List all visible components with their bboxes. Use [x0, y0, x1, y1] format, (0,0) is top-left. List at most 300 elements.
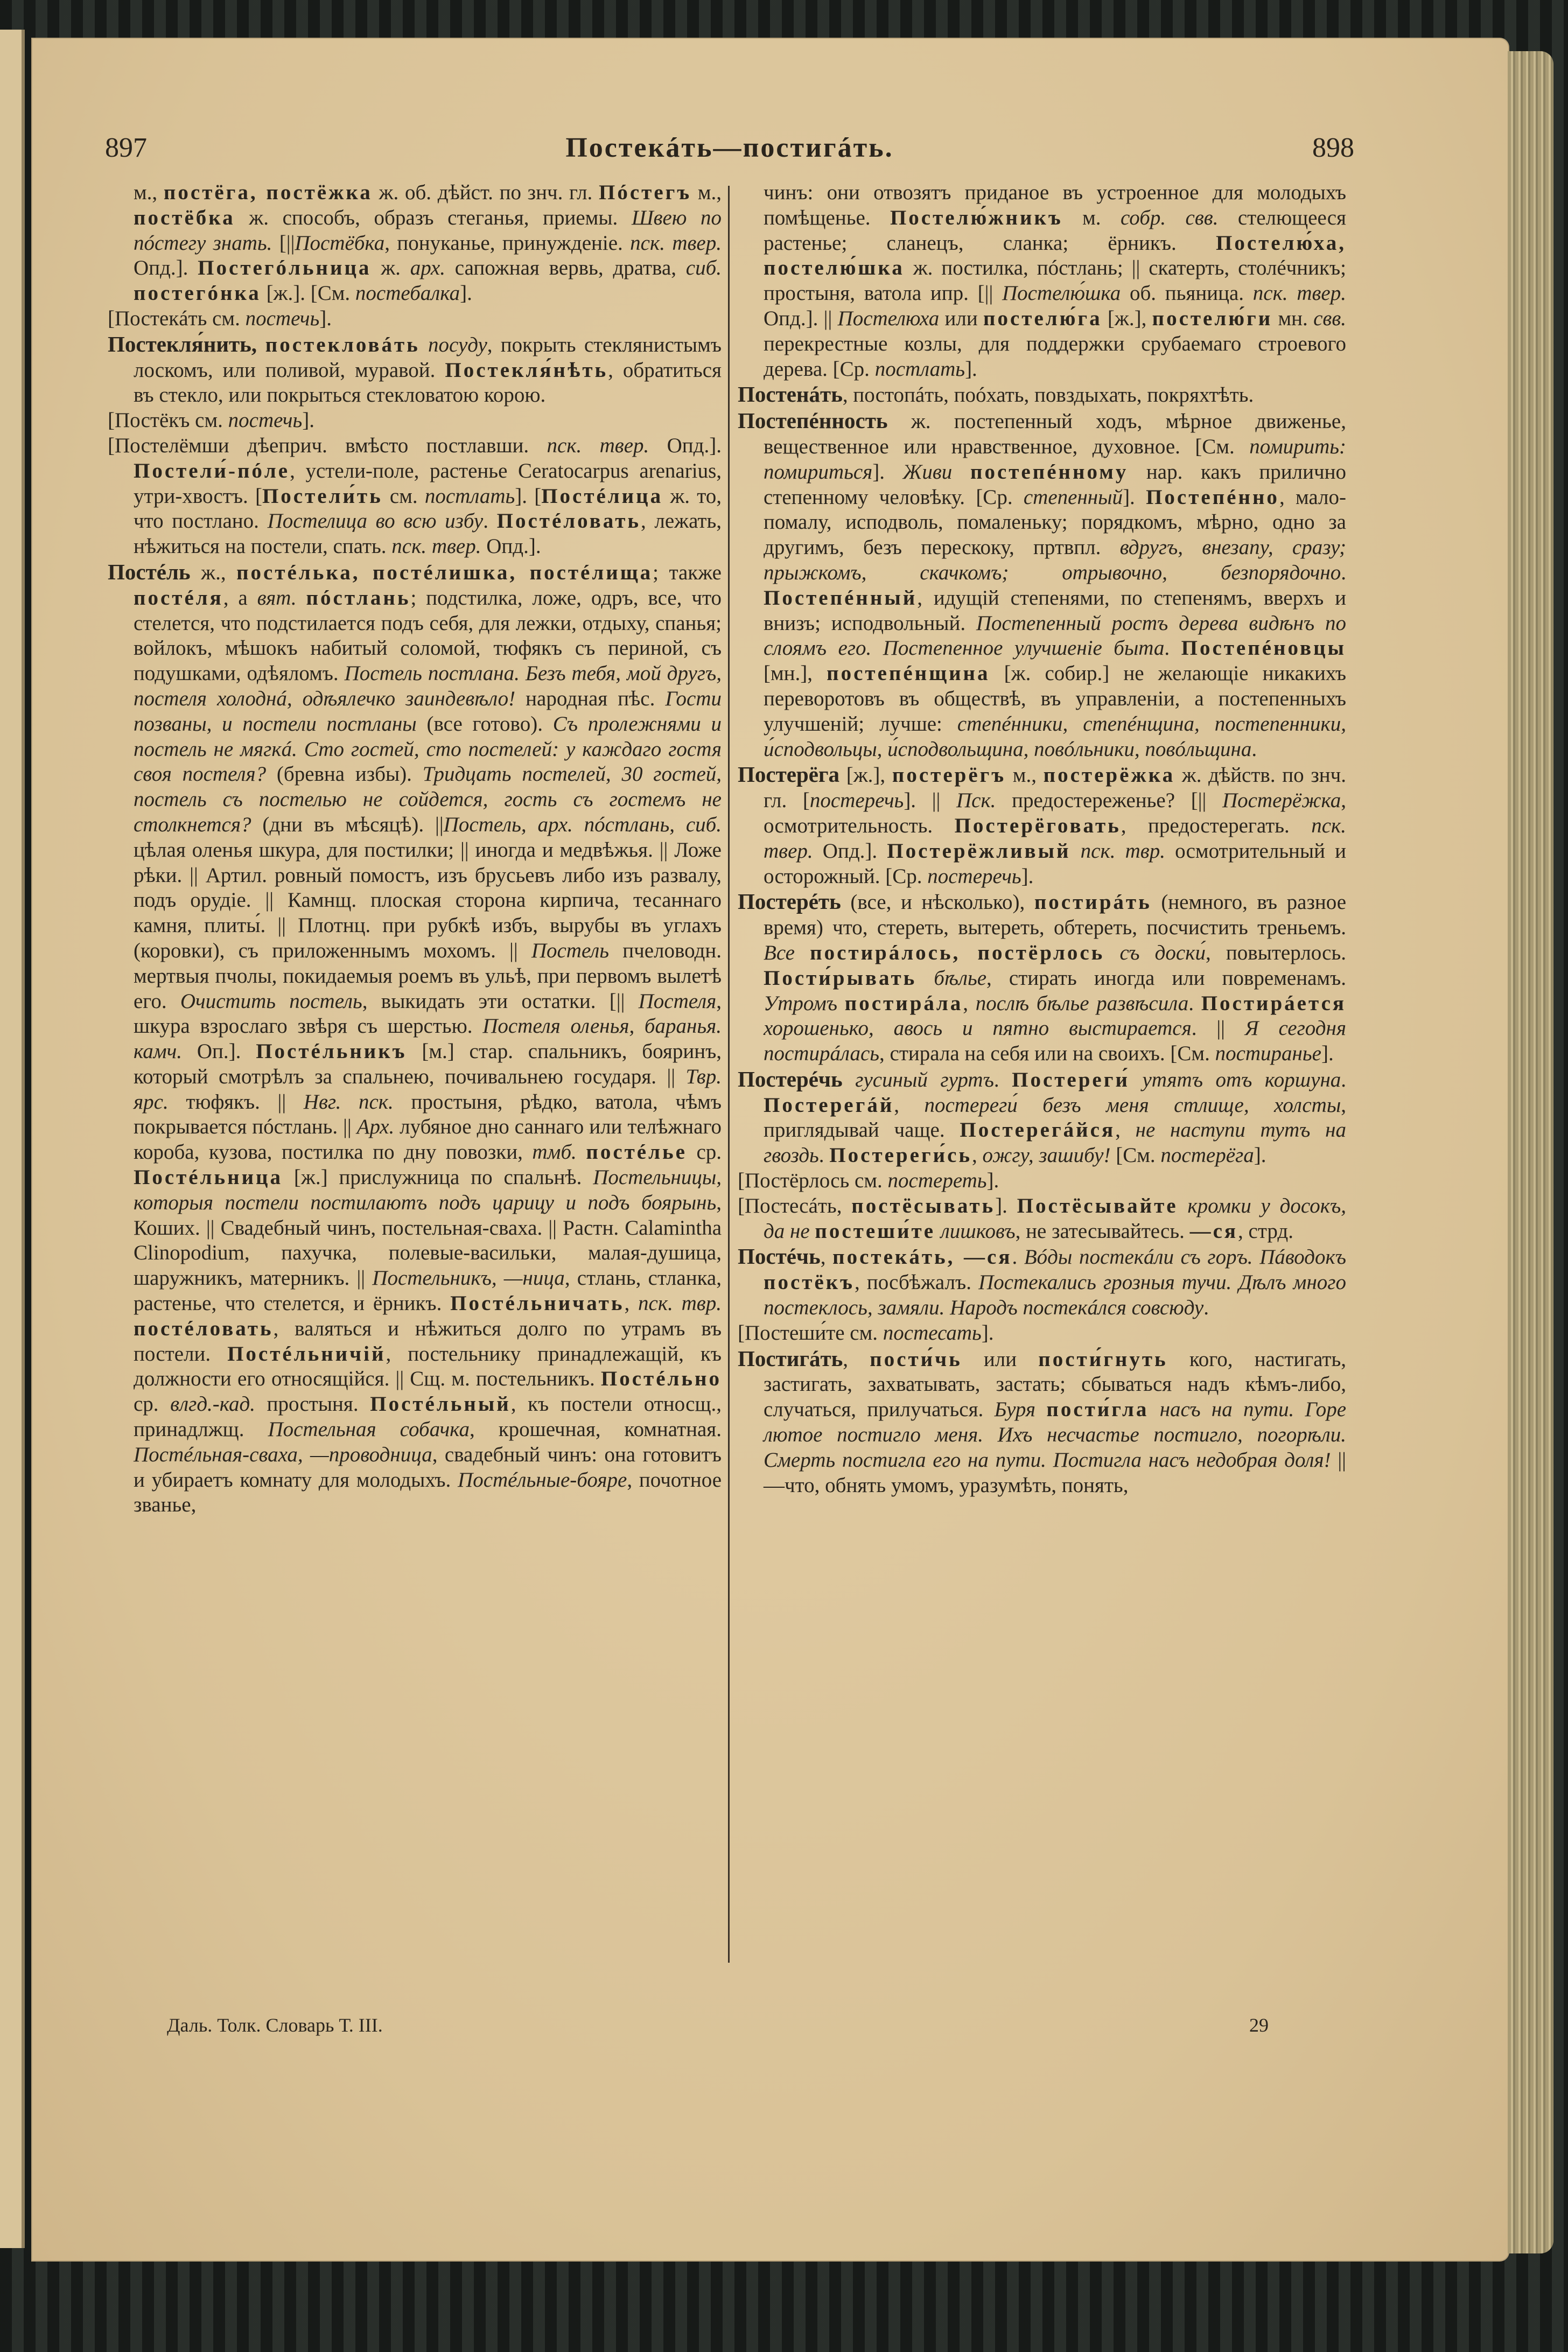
derived-word: Постегóльница	[198, 256, 372, 280]
derived-word: постирáла	[844, 991, 963, 1015]
entry-text	[1035, 1398, 1046, 1421]
dictionary-entry	[108, 433, 722, 559]
entry-text: мн.	[1272, 306, 1314, 330]
page-number-left: 897	[105, 132, 147, 163]
dictionary-entry	[738, 382, 1346, 408]
entry-text: , не затесывайтесь.	[1015, 1219, 1190, 1243]
headword: Постигáть	[738, 1346, 843, 1371]
derived-word: постеши́те	[815, 1219, 936, 1243]
entry-text: , приглядывай чаще.	[764, 1093, 1346, 1142]
italic-text: Постелю́шка	[1002, 282, 1121, 305]
entry-text: ,	[1115, 1118, 1136, 1142]
entry-text: , предостерегать.	[1121, 814, 1312, 837]
derived-word: Постекля́нѣть	[445, 358, 608, 382]
italic-text: сиб.	[685, 256, 722, 280]
entry-text: , шкура взрослаго звѣря съ шерстью.	[134, 989, 722, 1038]
derived-word: постёкъ	[764, 1271, 855, 1294]
italic-text: хорошенько, авось и пятно выстирается	[764, 1017, 1192, 1040]
entry-text: ].	[981, 1321, 994, 1345]
derived-word: Постéлица	[541, 484, 663, 508]
derived-word: Постéльный	[370, 1392, 511, 1416]
italic-text: Постельная собачка	[268, 1418, 470, 1441]
entry-text	[1178, 1194, 1188, 1217]
previous-page-edge	[0, 30, 25, 2248]
entry-text: ,	[624, 1292, 639, 1315]
entry-text: .	[993, 1068, 1012, 1091]
derived-word: Постéловать	[496, 509, 641, 533]
italic-text: свв.	[1313, 306, 1346, 330]
headword: Постенáть	[738, 382, 843, 407]
dictionary-entry	[738, 408, 1346, 762]
entry-text: ж. постилка, пóстлань; || скатерть, столéчникъ; простыня, ватола ипр. [||	[764, 256, 1346, 305]
entry-text: простыня.	[255, 1392, 370, 1416]
italic-text: степéнники, степéнщина, постепенники, и́сподвольцы, и́сподвольщина, повóльники, повóльщина	[764, 712, 1347, 761]
derived-word: Постепéнный	[764, 586, 918, 610]
entry-text: ж. постепенный ходъ, мѣрное движенье, вещественное или нравственное, духовное. [См.	[764, 410, 1346, 458]
entry-text: стелющееся растенье; сланецъ, сланка; ёрникъ.	[764, 206, 1347, 255]
derived-word: Постерёговать	[954, 814, 1121, 837]
italic-text: Постекались грозныя тучи. Дѣлъ много постеклось, замяли. Народъ постекáлся совсюду	[764, 1271, 1347, 1320]
italic-text: Постепенный ростъ дерева видѣнъ по слоямъ его. Постепенное улучшеніе быта	[764, 611, 1346, 660]
entry-text: ж.	[371, 256, 410, 280]
derived-word: Постерегáйся	[960, 1118, 1116, 1142]
entry-text: м.,	[691, 181, 722, 204]
italic-text: Твр. ярс.	[134, 1065, 722, 1114]
derived-word: постегóнка	[134, 282, 261, 305]
entry-text: , къ постели относщ., принадлжщ.	[134, 1392, 722, 1441]
derived-word: пóстлань	[306, 586, 411, 610]
printer-signature: Даль. Толк. Словарь Т. III.	[167, 2014, 383, 2036]
derived-word: постепéнщина	[827, 662, 990, 685]
entry-text: .	[1164, 636, 1181, 660]
entry-text: .	[1203, 1296, 1209, 1320]
italic-text: гусиный гуртъ	[855, 1068, 994, 1091]
entry-text: ж. дѣйств. по знч. гл. [	[764, 764, 1346, 813]
italic-text: Постельницы, которыя постели постилаютъ подъ царицу и подъ боярынь	[134, 1166, 722, 1214]
dictionary-entry	[738, 1346, 1346, 1499]
entry-text: м.,	[1006, 764, 1044, 787]
entry-text: (все, и нѣсколько),	[841, 891, 1034, 914]
derived-word: Пóстегъ	[599, 181, 692, 204]
derived-word: Постерегáй	[764, 1093, 894, 1117]
entry-text: ].	[319, 306, 332, 330]
entry-text: , выкидать эти остатки. [||	[362, 989, 639, 1013]
entry-text: ].	[302, 409, 315, 432]
dictionary-entry	[738, 180, 1346, 382]
entry-text: || —что, обнять умомъ, уразумѣть, понять,	[764, 1448, 1346, 1497]
entry-text: ].	[965, 357, 977, 381]
entry-text: Опд.].	[134, 256, 198, 280]
derived-word: постелю́ги	[1152, 306, 1273, 330]
italic-text: степенный	[1023, 485, 1123, 509]
entry-text: .	[1188, 991, 1201, 1015]
headword: Постéчь	[738, 1244, 821, 1269]
book-page-stack-edge	[1508, 51, 1553, 2253]
entry-text: ].	[1123, 485, 1146, 509]
entry-text: .	[818, 1144, 830, 1167]
derived-word: Постéльно	[600, 1367, 722, 1391]
entry-text: нар. какъ прилично степенному человѣку. [Ср.	[764, 460, 1346, 509]
italic-text: бѣлье	[934, 966, 987, 990]
derived-word: Пости́рывать	[764, 966, 917, 990]
derived-word: постéловать	[134, 1317, 274, 1340]
derived-word: пости́чь	[870, 1347, 962, 1371]
italic-text: постереть	[887, 1169, 987, 1193]
entry-text: цѣлая оленья шкура, для постилки; || иногда и медвѣжья. || Ложе рѣки. || Артил. ровный помостъ, изъ брусьевъ либо изъ развалу, подъ орудіе. || Камнщ. плоская сторона кирпича, тесаннаго камня, плиты́. || Плотнц. при рубкѣ избъ, вырубы въ углахъ (коровки), съ приложеннымъ мохомъ. ||	[134, 838, 722, 962]
italic-text: собр. свв.	[1120, 206, 1219, 229]
entry-text: предостереженье? [||	[996, 789, 1222, 813]
entry-text: [ж.]. [См.	[261, 282, 355, 305]
entry-text: ]. ||	[904, 789, 956, 813]
italic-text: Нвг. пск.	[303, 1090, 394, 1114]
entry-text: , устели-поле, растенье Ceratocarpus arenarius, утри-хвостъ. [	[134, 459, 722, 508]
derived-word: постерёжка	[1043, 764, 1175, 787]
entry-text: ].	[1254, 1144, 1266, 1167]
page-title: Постекáть—постигáть.	[565, 132, 894, 163]
italic-text: пск. твер.	[630, 231, 722, 255]
italic-text: вят.	[257, 586, 297, 610]
entry-text	[297, 586, 306, 610]
entry-text: Оп.].	[182, 1040, 256, 1063]
italic-text: Я сегодня постирáлась	[764, 1017, 1346, 1066]
italic-text: утятъ отъ коршуна	[1142, 1068, 1341, 1091]
entry-text: , свадебный чинъ: она готовитъ и убираетъ комнату для молодыхъ.	[134, 1443, 722, 1492]
entry-text	[1130, 1068, 1143, 1091]
italic-text: постеречь	[927, 864, 1021, 888]
entry-text	[843, 1068, 856, 1091]
italic-text: тмб.	[532, 1140, 577, 1164]
entry-text: , Коших. || Свадебный чинъ, постельная-сваха. || Растн. Calamintha Clinopodium, пахучка, полевые-васильки, малая-душица, шаружникъ, матерникъ. ||	[134, 1191, 722, 1290]
entry-text: ].	[460, 282, 472, 305]
italic-text: посуду	[428, 333, 487, 356]
entry-text: . ||	[1191, 1017, 1245, 1040]
italic-text: пск. твер.	[391, 535, 481, 558]
entry-text: ; подстилка, ложе, одръ, все, что стелется, что подстилается подъ себя, для лежки, отдыху, спанья; войлокъ, мѣшокъ набитый соломой, тюфякъ съ периной, съ подушками, одѣяломъ.	[134, 586, 722, 685]
italic-text: Тридцать постелей, 30 гостей, постель съ постелью не сойдется, гость съ гостемъ не столкнется?	[134, 762, 722, 836]
entry-text: ]. [	[515, 484, 542, 508]
entry-text: , валяться и нѣжиться долго по утрамъ въ постели.	[134, 1317, 722, 1366]
dictionary-entry	[108, 559, 722, 1518]
entry-text: сапожная вервь, дратва,	[445, 256, 686, 280]
italic-text: Постеля оленья, баранья. камч.	[134, 1014, 722, 1063]
entry-text: , понуканье, принужденіе.	[384, 231, 631, 255]
derived-word: постéля	[134, 586, 223, 610]
entry-text: ].	[1321, 1042, 1334, 1066]
italic-text: Постерёжка	[1222, 789, 1341, 813]
entry-text: , постельнику принадлежащій, къ должности его относящійся. || Сщ. м. постельникъ.	[134, 1342, 722, 1391]
entry-text: осмотрительный и осторожный. [Ср.	[764, 839, 1346, 888]
italic-text: Утромъ	[764, 991, 838, 1015]
entry-text: м.	[1062, 206, 1121, 229]
entry-text: ж.,	[190, 561, 237, 584]
derived-word: постелю́га	[983, 306, 1102, 330]
italic-text: Постель постлана. Безъ тебя, мой другъ, постеля холоднá, одѣялечко заиндевѣло!	[134, 662, 722, 710]
italic-text: Постелюха	[837, 306, 940, 330]
dictionary-entry	[108, 408, 722, 433]
entry-text: , постопáть, поóхать, повздыхать, покряхтѣть.	[842, 383, 1254, 407]
italic-text: лишковъ	[940, 1219, 1016, 1243]
headword: Постéль	[108, 559, 191, 584]
italic-text: Гости позваны, и постели постланы	[134, 687, 722, 736]
italic-text: постерёга	[1160, 1144, 1254, 1167]
entry-text: , идущій степенями, по степенямъ, вверхъ и внизъ; исподвольный.	[764, 586, 1346, 635]
entry-text: Опд.].	[649, 433, 722, 457]
dictionary-entry	[738, 1321, 1346, 1346]
column-divider	[728, 186, 730, 1963]
entry-text: или	[939, 306, 983, 330]
entry-text: ж. способъ, образъ стеганья, приемы.	[235, 206, 632, 229]
derived-word: Постирáется	[1201, 991, 1347, 1015]
dictionary-entry	[738, 889, 1346, 1067]
entry-text: м.,	[134, 181, 164, 204]
italic-text: Живи	[902, 460, 953, 484]
italic-text: пск. твер.	[1252, 282, 1346, 305]
entry-text: ].	[995, 1194, 1017, 1217]
entry-text: ,	[894, 1093, 925, 1117]
entry-text: см.	[382, 484, 425, 508]
italic-text: ожгу, зашибу!	[982, 1144, 1111, 1167]
italic-text: постлать	[874, 357, 965, 381]
entry-text: лубяное дно саннаго или телѣжнаго короба, кузова, постилка по дну повозки,	[134, 1115, 722, 1164]
dictionary-entry	[738, 762, 1346, 889]
entry-text: ,	[963, 991, 976, 1015]
entry-text: , крошечная, комнатная.	[469, 1418, 722, 1441]
italic-text: постечь	[228, 409, 303, 432]
derived-word: постекловáть	[265, 333, 420, 356]
derived-word: Постереги́сь	[829, 1144, 972, 1167]
derived-word: постерёгъ	[892, 764, 1006, 787]
derived-word: постирáлось, постёрлось	[810, 941, 1105, 964]
italic-text: постечь	[245, 306, 320, 330]
derived-word: постекáть, —ся	[832, 1245, 1012, 1269]
entry-text: [Постекáть см.	[108, 306, 246, 330]
derived-word: пости́гнуть	[1038, 1347, 1168, 1371]
entry-text: [м.] стар. спальникъ, бояринъ, который смотрѣлъ за спальнею, почивальнею государя. ||	[134, 1040, 722, 1088]
entry-text	[577, 1140, 586, 1164]
derived-word: Постелю́ха, постелю́шка	[764, 231, 1346, 280]
italic-text: Арх.	[356, 1115, 395, 1139]
derived-word: Постéльница	[134, 1166, 283, 1189]
entry-text: [Постеши́те см.	[738, 1321, 883, 1345]
entry-text: пчеловодн. мертвыя пчолы, покидаемыя роемъ въ ульѣ, при первомъ вылетѣ его.	[134, 939, 722, 1013]
entry-text	[420, 333, 428, 356]
entry-text: кого, настигать, застигать, захватывать, застать; сбываться надъ кѣмъ-либо, случаться, прилучаться.	[764, 1347, 1346, 1422]
entry-text: .	[1012, 1245, 1024, 1269]
entry-text: [ж.] прислужница по спальнѣ.	[283, 1166, 593, 1189]
entry-text: (немного, въ разное время) что, стереть, вытереть, обтереть, посчистить треньемъ.	[764, 891, 1347, 940]
entry-text: (все готово).	[416, 712, 553, 736]
italic-text: Постёбка	[295, 231, 385, 255]
italic-text: насъ на пути. Горе лютое постигло меня. Ихъ несчастье постигло, погорѣли. Смерть постигла его на пути. Постигла насъ недобрая доля!	[764, 1398, 1347, 1472]
entry-text: Опд.].	[481, 535, 541, 558]
right-column	[738, 180, 1346, 1498]
entry-text: или	[962, 1347, 1039, 1371]
entry-text: [Постёкъ см.	[108, 409, 228, 432]
entry-text: .	[1251, 737, 1257, 761]
entry-text: , стлань, стланка, растенье, что стелется, и ёрникъ.	[134, 1266, 722, 1315]
dictionary-entry	[108, 180, 722, 306]
entry-text: ].	[1021, 864, 1034, 888]
entry-text: .	[1341, 1068, 1347, 1091]
entry-text: [Постелёмши дѣеприч. вмѣсто постлавши.	[108, 433, 547, 457]
entry-text	[1071, 839, 1081, 863]
entry-text: перекрестные козлы, для поддержки срубаемаго строевого дерева. [Ср.	[764, 332, 1346, 381]
entry-text	[810, 1220, 815, 1243]
italic-text: Постель	[531, 939, 610, 962]
entry-text: [См.	[1110, 1144, 1161, 1167]
derived-word: Постéльничать	[450, 1292, 625, 1315]
entry-text: ,	[820, 1245, 833, 1269]
italic-text: Постелица во всю избу	[267, 509, 484, 533]
derived-word: Постепéнно	[1146, 485, 1279, 509]
italic-text: Постéльные-бояре	[458, 1468, 627, 1492]
derived-word: Постёсывайте	[1017, 1194, 1178, 1217]
derived-word: постепéнному	[970, 460, 1129, 484]
entry-text: [ж.],	[1102, 306, 1152, 330]
derived-word: постéлька, постéлишка, постéлища	[236, 561, 653, 584]
entry-text	[1104, 941, 1119, 964]
derived-word: пости́гла	[1046, 1398, 1149, 1422]
entry-text: [ж. собир.] не желающіе никакихъ переворотовъ въ обществѣ, въ управленіи, а постепенныхъ улучшеній; лучше:	[764, 662, 1346, 736]
italic-text: пск. твр.	[638, 1292, 722, 1315]
dictionary-entry	[738, 1067, 1346, 1168]
entry-text	[1149, 1398, 1159, 1421]
derived-word: Постерёжливый	[887, 839, 1071, 863]
italic-text: Пск.	[956, 789, 996, 813]
entry-text: , обратиться въ стекло, или покрыться стекловатою корою.	[134, 358, 722, 407]
entry-text: , стрд.	[1238, 1219, 1293, 1243]
derived-word: —ся	[1189, 1219, 1238, 1243]
entry-text: [ж.],	[839, 764, 892, 787]
entry-text: , почотное званье,	[134, 1468, 722, 1517]
entry-text: , а	[223, 586, 257, 610]
italic-text: помирить: помириться	[764, 435, 1346, 484]
entry-text: чинъ: они отвозятъ приданое въ устроенное для молодыхъ помѣщенье.	[764, 181, 1346, 229]
entry-text: , повытерлось.	[1205, 941, 1347, 964]
italic-text: пск. твр.	[1080, 839, 1165, 863]
italic-text: постлать	[424, 484, 515, 508]
italic-text: постеречь	[809, 789, 904, 813]
derived-word: Постели́-пóле	[134, 459, 290, 482]
derived-word: постёсывать	[851, 1194, 996, 1217]
entry-text: [мн.],	[764, 662, 827, 685]
italic-text: пск. твер.	[547, 433, 649, 457]
entry-text: , стирать иногда или повременамъ.	[986, 966, 1347, 990]
italic-text: Очистить постель	[180, 989, 362, 1013]
entry-text: .	[1341, 561, 1346, 584]
italic-text: постиранье	[1215, 1042, 1321, 1066]
derived-word: Постереги́	[1012, 1068, 1130, 1091]
entry-text: , мало-помалу, исподволь, помаленьку; порядкомъ, мѣрно, одно за другимъ, безъ перескоку, пртвпл.	[764, 485, 1346, 559]
entry-text: Опд.].	[813, 839, 887, 863]
derived-word: Постели́ть	[262, 484, 383, 508]
entry-text	[916, 967, 934, 990]
entry-text: ; также	[653, 561, 722, 584]
entry-text: ср.	[687, 1140, 722, 1164]
italic-text: не наступи тутъ на гвоздь	[764, 1118, 1346, 1167]
entry-text: ж. то, что постлано.	[134, 484, 722, 533]
headword: Постерёга	[738, 762, 840, 787]
entry-text: ].	[986, 1169, 999, 1193]
signature-number: 29	[1249, 2014, 1269, 2036]
entry-text: ,	[843, 1347, 870, 1371]
left-column	[108, 180, 722, 1518]
italic-text: Вóды постекáли съ горъ. Пáводокъ	[1024, 1245, 1346, 1269]
italic-text: постебалка	[355, 282, 460, 305]
italic-text: арх.	[410, 256, 445, 280]
italic-text: Съ пролежнями и постель не мягкá. Сто гостей, сто постелей: у каждаго гостя своя постеля?	[134, 712, 722, 786]
entry-text: [||	[272, 231, 295, 255]
dictionary-entry	[108, 332, 722, 408]
dictionary-entry	[738, 1168, 1346, 1194]
headword: Постекля́нить,	[108, 331, 265, 356]
italic-text: Постéльная-сваха, —проводница	[134, 1443, 432, 1466]
entry-text: (бревна избы).	[266, 762, 423, 786]
entry-text: ].	[872, 460, 903, 484]
derived-word: постирáть	[1034, 891, 1152, 914]
entry-text: ж. об. дѣйст. по знч. гл.	[372, 181, 599, 204]
entry-text: , лежать, нѣжиться на постели, спать.	[134, 509, 722, 558]
italic-text: постереги́ безъ меня стлище, холсты	[924, 1093, 1341, 1117]
italic-text: Постеля	[638, 989, 717, 1013]
entry-text: , покрыть стеклянистымъ лоскомъ, или поливой, муравой.	[134, 333, 722, 382]
italic-text: Все	[764, 941, 795, 964]
italic-text: Буря	[994, 1398, 1036, 1422]
entry-text	[795, 941, 810, 964]
entry-text: тюфякъ. ||	[168, 1090, 304, 1114]
entry-text: [Постёрлось см.	[738, 1169, 888, 1193]
italic-text: послѣ бѣлье развѣсила	[975, 991, 1189, 1015]
entry-text: народная пѣс.	[515, 687, 666, 710]
italic-text: пск. твер.	[764, 814, 1346, 863]
italic-text: съ доски́	[1119, 941, 1206, 964]
entry-text	[952, 460, 970, 484]
italic-text: Постельникъ, —ница	[372, 1266, 565, 1290]
entry-text	[935, 1220, 941, 1243]
dictionary-entry	[738, 1194, 1346, 1244]
derived-word: постéлье	[586, 1140, 687, 1164]
derived-word: Постéльникъ	[256, 1040, 407, 1063]
entry-text: Опд.]. ||	[764, 306, 838, 330]
entry-text: об. пьяница.	[1121, 282, 1253, 305]
dictionary-entry	[108, 306, 722, 332]
italic-text: вдругъ, внезапу, сразу; прыжкомъ, скачкомъ; отрывочно, безпорядочно	[764, 536, 1346, 584]
headword: Постерéть	[738, 889, 841, 914]
derived-word: Постéльничій	[227, 1342, 386, 1366]
entry-text: [Постесáть,	[738, 1194, 852, 1217]
running-head	[105, 132, 1354, 164]
derived-word: постёбка	[134, 206, 235, 229]
entry-text: , осмотрительность.	[764, 789, 1347, 837]
derived-word: Постелю́жникъ	[890, 206, 1063, 229]
entry-text: простыня, рѣдко, ватола, чѣмъ покрывается пóстлань. ||	[134, 1090, 722, 1139]
entry-text: ,	[972, 1144, 983, 1167]
italic-text: постесать	[883, 1321, 982, 1345]
entry-text: (дни въ мѣсяцѣ). ||	[251, 813, 444, 836]
page-number-right: 898	[1312, 132, 1354, 163]
derived-word: постёга, постёжка	[163, 181, 373, 204]
italic-text: кромки у досокъ, да не	[764, 1194, 1346, 1243]
derived-word: Постепéновцы	[1181, 636, 1346, 660]
entry-text: , стирала на себя или на своихъ. [См.	[879, 1042, 1215, 1066]
entry-text	[837, 992, 845, 1015]
entry-text: .	[483, 509, 497, 533]
italic-text: влгд.-кад.	[170, 1392, 256, 1416]
headword: Постерéчь	[738, 1066, 843, 1091]
italic-text: Постель, арх. пóстлань, сиб.	[443, 813, 722, 836]
entry-text: ср.	[134, 1392, 171, 1416]
headword: Постепéнность	[738, 408, 888, 433]
